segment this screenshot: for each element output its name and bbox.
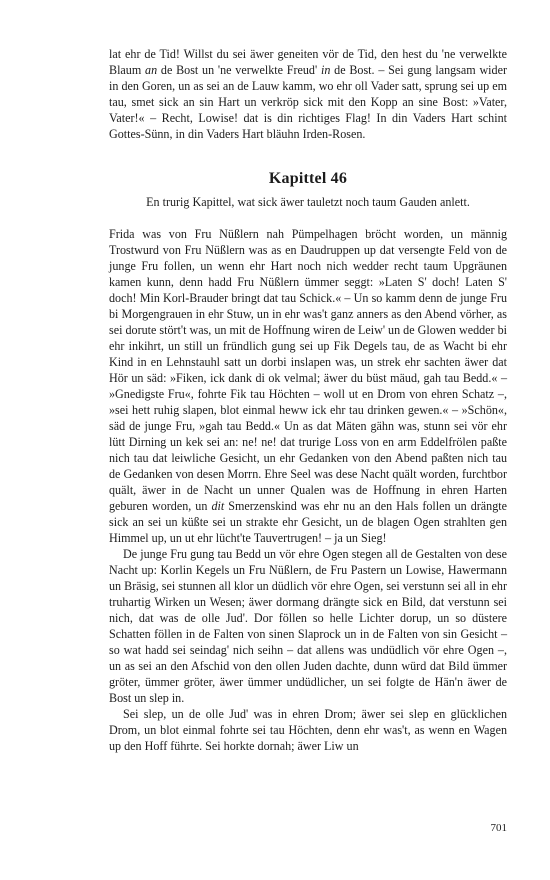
paragraph-3: Sei slep, un de olle Jud' was in ehren Drom; äwer sei slep en glücklichen Drom, un blot einmal fohrte sei tau Höchten, denn ehr was't, as wenn en Wagen up den Hoff führte. Sei horkte dornah; äwer Liw un <box>109 707 507 753</box>
book-page <box>109 46 507 754</box>
italic-emphasis: dit <box>211 499 225 513</box>
chapter-title: Kapittel 46 <box>268 170 348 187</box>
italic-emphasis: an <box>145 63 158 77</box>
section-spacer <box>109 210 507 226</box>
section-spacer <box>109 142 507 168</box>
page-number: 701 <box>490 822 507 834</box>
chapter-subtitle: En trurig Kapittel, wat sick äwer tauletzt noch taum Gauden anlett. <box>146 195 470 209</box>
opening-paragraph: lat ehr de Tid! Willst du sei äwer geneiten vör de Tid, den hest du 'ne verwelkte Blaum an de Bost un 'ne verwelkte Freud' in de Bost. – Sei gung langsam wider in den Goren, un as sei an de Lauw kamm, wo ehr oll Vader satt, sprung sei up em tau, smet sick an sin Hart un verkröp sick mit den Kopp an sine Bost: »Vater, Vater!« – Recht, Lowise! dat is din richtiges Flag! In din Vaders Hart schint Gottes-Sünn, in din Vaders Hart bläuhn Irden-Rosen. <box>109 47 507 141</box>
paragraph-2: De junge Fru gung tau Bedd un vör ehre Ogen stegen all de Gestalten von dese Nacht up: Korlin Kegels un Fru Nüßlern, de Fru Pastern un Lowise, Hawermann un Bräsig, sei stunnen all klor un düdlich vör ehre Ogen, sei verstunn sei all in ehr truhartig Wirken un Wesen; äwer dormang drängte sick en Bild, dat verstunn sei nich, dat was de olle Jud'. Dor föllen so helle Lichter dorup, un so düstere Schatten föllen in de Falten von sinen Slaprock un in de Falten von sin Gesicht – so wat hadd sei seindag' nich seihn – dat allens was undüdlich vör ehre Ogen –, un as sei an den Afschid von den ollen Juden dachte, dunn würd dat Bild ümmer gröter, ümmer gröter, äwer ümmer undüdlicher, un sei folgte de Hän'n äwer de Bost un slep in. <box>109 547 507 705</box>
paragraph-1: Frida was von Fru Nüßlern nah Pümpelhagen bröcht worden, un männig Trostwurd von Fru Nüßlern was as en Daudruppen up dat versengte Feld von de junge Fru follen, un wenn ehr Hart noch nich wedder recht taum Upgräunen kamen kunn, denn hadd Fru Nüßlern ümmer seggt: »Laten S' doch! Laten S' doch! Min Korl-Brauder bringt dat tau Schick.« – Un so kamm denn de junge Fru bi Morgengrauen in ehr Stuw, un in ehr was't ganz anners as den Abend vörher, as sei dorute stört't was, un mit de Hoffnung wiren de Leiw' un de Glowen wedder bi ehr inkihrt, un still un fründlich gung sei up Fik Degels tau, de as Wacht bi ehr Kind in en Lehnstauhl satt un dorbi inslapen was, un strek ehr sachten äwer dat Hör un säd: »Fiken, ick dank di ok velmal; äwer du büst mäud, gah tau Bedd.« – »Gnedigste Fru«, fohrte Fik tau Höchten – woll ut en Drom von ehren Schatz –, »sei hett ruhig slapen, blot einmal heww ick ehr tau drinken gewen.« – »Schön«, säd de junge Fru, »gah tau Bedd.« Un as dat Mäten gähn was, stunn sei vör ehr lütt Dirning un kek sei an: ne! ne! dat trurige Loss von en arm Eddelfrölen paßte nich tau dat leiwliche Gesicht, un ehr Gedanken von den Abend paßten nich tau de Gedanken von desen Morrn. Ehre Seel was dese Nacht quält worden, furchtbor quält, äwer in de Nacht un unner Qualen was de Hoffnung in ehren Harten geburen worden, un dit Smerzenskind was ehr nu an den Hals follen un drängte sick an sei un küßte sei un strakte ehr Gesicht, un de blagen Ogen strahlten gen Himmel up, un ut ehr lücht'te Tauvertrugen! – ja un Sieg! <box>109 227 507 545</box>
italic-emphasis: in <box>320 63 331 77</box>
